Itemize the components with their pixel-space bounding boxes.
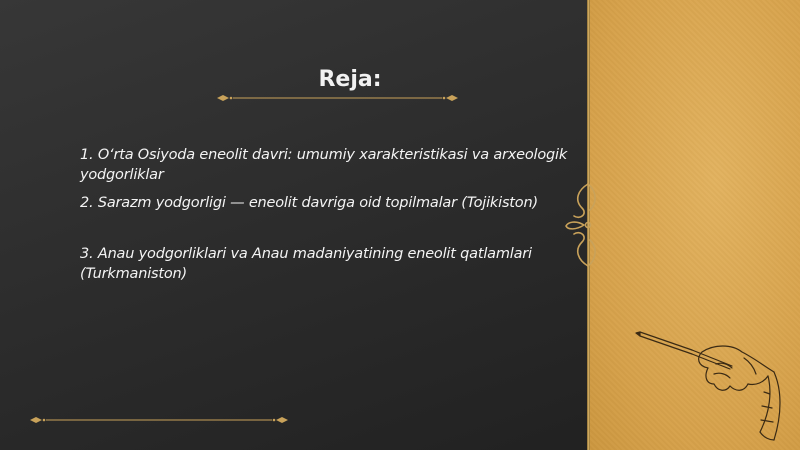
scroll-ornament-icon [560, 180, 600, 270]
slide-title: Reja: [318, 67, 382, 92]
agenda-item: 1. O‘rta Osiyoda eneolit davri: umumiy xarakteristikasi va arxeologik yodgorliklar [80, 147, 568, 183]
title-rule [215, 92, 460, 104]
hand-with-pen-icon [632, 322, 792, 447]
bottom-rule [28, 414, 290, 426]
agenda-item: 3. Anau yodgorliklari va Anau madaniyatining eneolit qatlamlari (Turkmaniston) [80, 246, 532, 282]
agenda-item: 2. Sarazm yodgorligi — eneolit davriga oid topilmalar (Tojikiston) [80, 195, 538, 211]
